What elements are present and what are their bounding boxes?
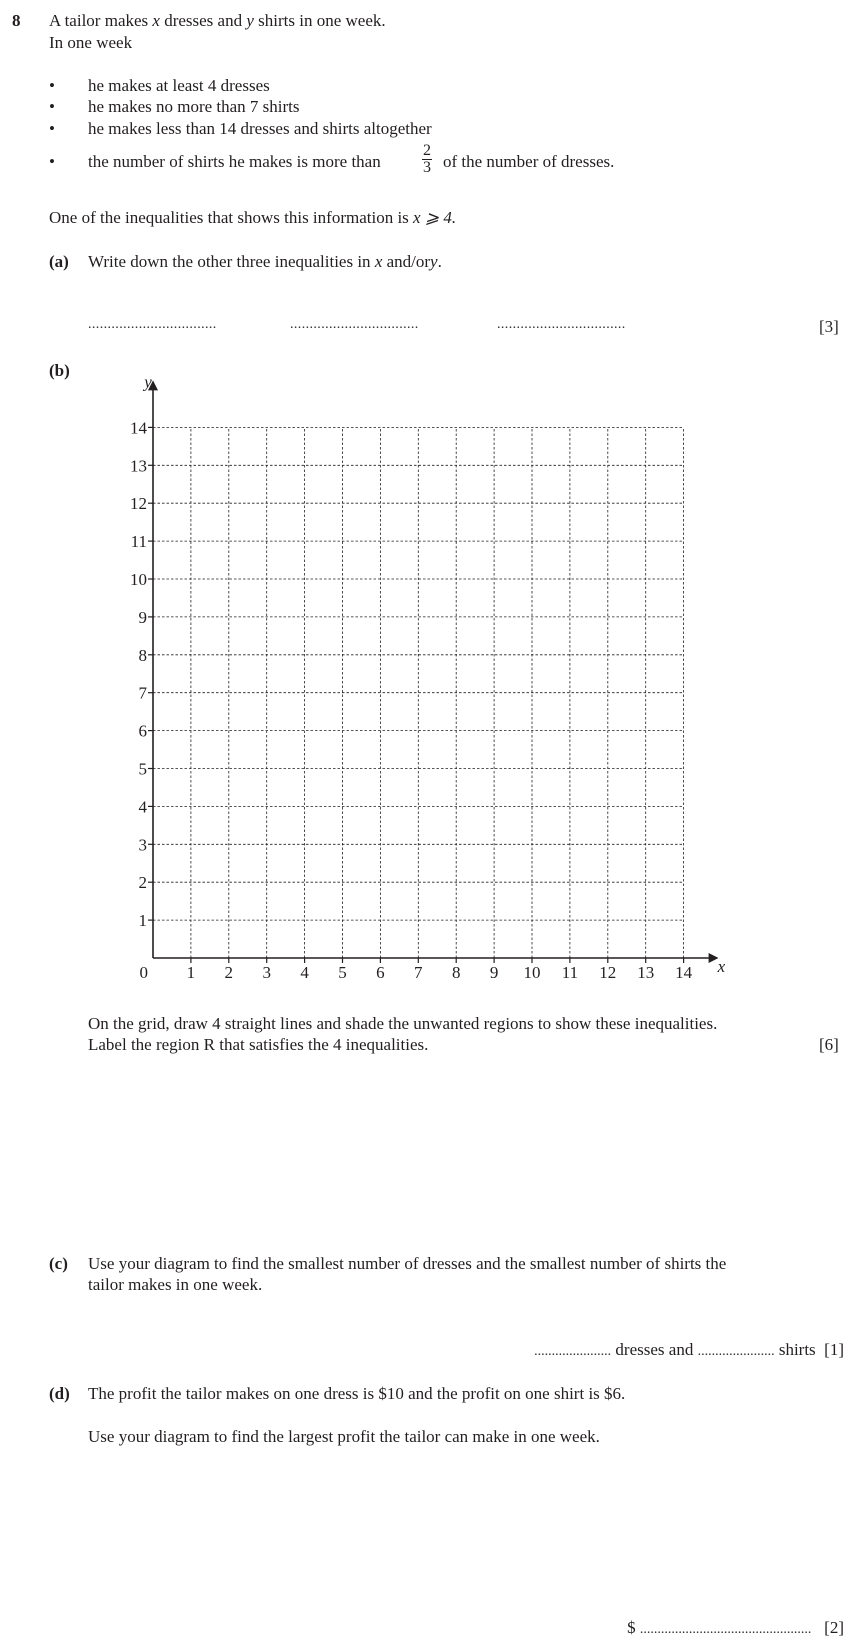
y-tick-label: 11 xyxy=(130,532,147,552)
y-tick-labels xyxy=(130,418,148,930)
part-d-line-1: The profit the tailor makes on one dress is $10 and the profit on one shirt is $6. xyxy=(88,1384,626,1403)
y-tick-label: 3 xyxy=(138,835,147,855)
profit-answer-field[interactable]: ................................................. xyxy=(639,1622,812,1637)
part-a-label: (a) xyxy=(49,252,69,271)
x-tick-label: 6 xyxy=(376,963,385,982)
answer-field-1[interactable]: ................................. xyxy=(88,317,217,332)
bullet-icon: • xyxy=(49,119,55,138)
part-a-text-b: and/or xyxy=(386,252,431,271)
y-tick-label: 6 xyxy=(138,721,147,741)
shirts-text: shirts xyxy=(778,1340,816,1359)
x-tick-label: 8 xyxy=(451,963,461,982)
x-tick-label: 4 xyxy=(300,963,309,982)
x-axis-label: x xyxy=(717,957,726,976)
y-tick-label: 2 xyxy=(138,873,147,893)
shirts-answer-field[interactable]: ...................... xyxy=(697,1344,775,1359)
part-c-line-1: Use your diagram to find the smallest number of dresses and the smallest number of shirts the xyxy=(88,1254,727,1273)
y-tick-label: 12 xyxy=(130,494,147,514)
y-tick-label: 4 xyxy=(138,797,147,817)
y-axis-label: y xyxy=(144,372,152,392)
part-a-question: Write down the other three inequalities in x and/ory. xyxy=(88,252,442,271)
x-tick-label: 14 xyxy=(675,963,693,982)
fraction-numerator: 2 xyxy=(423,142,431,159)
part-c-marks: [1] xyxy=(824,1340,844,1359)
x-tick-label: 7 xyxy=(414,963,423,982)
part-d-marks: [2] xyxy=(824,1618,844,1637)
y-tick-label: 1 xyxy=(138,911,147,931)
bullet-icon: • xyxy=(49,152,55,171)
var-y: y xyxy=(246,11,254,30)
given-inequality-line xyxy=(49,207,456,228)
x-tick-label: 12 xyxy=(599,963,617,982)
part-d-label: (d) xyxy=(49,1384,70,1403)
part-b-instruction-1: On the grid, draw 4 straight lines and shade the unwanted regions to show these inequalities. xyxy=(88,1014,718,1033)
tick-marks xyxy=(148,427,684,963)
condition-4: the number of shirts he makes is more than xyxy=(88,152,381,171)
currency-symbol: $ xyxy=(627,1618,636,1637)
y-tick-label: 5 xyxy=(138,759,147,779)
y-tick-label: 9 xyxy=(138,607,147,627)
fraction-denominator: 3 xyxy=(423,159,431,176)
dresses-and-text: dresses and xyxy=(615,1340,694,1359)
y-tick-label: 13 xyxy=(130,456,147,476)
part-c-line-2: tailor makes in one week. xyxy=(88,1275,263,1294)
question-number: 8 xyxy=(12,11,21,30)
intro-text-a: A tailor makes xyxy=(49,11,149,30)
condition-3: he makes less than 14 dresses and shirts altogether xyxy=(88,119,432,138)
y-tick-label: 7 xyxy=(138,683,147,703)
x-tick-label: 5 xyxy=(338,963,347,982)
y-tick-label: 14 xyxy=(130,418,147,438)
x-tick-label: 13 xyxy=(637,963,655,982)
part-c-answer-line xyxy=(534,1339,844,1362)
x-tick-label: 1 xyxy=(186,963,196,982)
condition-1: he makes at least 4 dresses xyxy=(88,76,270,95)
x-tick-label: 2 xyxy=(224,963,234,982)
x-tick-label: 0 xyxy=(139,963,148,982)
var-x: x xyxy=(152,11,160,30)
part-b-marks: [6] xyxy=(819,1035,839,1054)
condition-4-tail: of the number of dresses. xyxy=(443,152,615,171)
x-tick-labels xyxy=(140,963,693,982)
answer-field-2[interactable]: ................................. xyxy=(290,317,419,332)
var-x: x xyxy=(374,252,383,271)
x-tick-label: 11 xyxy=(561,963,579,982)
var-y: y xyxy=(430,252,438,271)
intro-text-c: shirts in one week. xyxy=(258,11,386,30)
part-b-label: (b) xyxy=(49,361,70,380)
part-c-label: (c) xyxy=(49,1254,68,1273)
x-tick-label: 9 xyxy=(489,963,499,982)
bullet-icon: • xyxy=(49,97,55,116)
bullet-icon: • xyxy=(49,76,55,95)
y-tick-label: 8 xyxy=(138,645,147,665)
x-tick-label: 3 xyxy=(262,963,271,982)
dresses-answer-field[interactable]: ...................... xyxy=(534,1344,612,1359)
part-d-answer-line xyxy=(627,1617,844,1640)
condition-2: he makes no more than 7 shirts xyxy=(88,97,300,116)
fraction-two-thirds xyxy=(422,143,432,176)
intro-line-1 xyxy=(49,10,386,31)
given-inequality: x ⩾ 4. xyxy=(413,208,457,227)
given-inequality-text: One of the inequalities that shows this information is xyxy=(49,208,409,227)
axes xyxy=(153,385,714,958)
intro-text-b: dresses and xyxy=(164,11,243,30)
grid-lines xyxy=(153,427,684,958)
coordinate-grid[interactable] xyxy=(0,370,853,1370)
intro-line-2: In one week xyxy=(49,33,133,52)
part-a-text-a: Write down the other three inequalities in xyxy=(88,252,371,271)
part-d-line-2: Use your diagram to find the largest profit the tailor can make in one week. xyxy=(88,1427,600,1446)
y-tick-label: 10 xyxy=(130,570,147,589)
answer-field-3[interactable]: ................................. xyxy=(497,317,626,332)
x-tick-label: 10 xyxy=(523,963,541,982)
part-b-instruction-2: Label the region R that satisfies the 4 inequalities. xyxy=(88,1035,429,1054)
part-a-marks: [3] xyxy=(819,317,839,336)
